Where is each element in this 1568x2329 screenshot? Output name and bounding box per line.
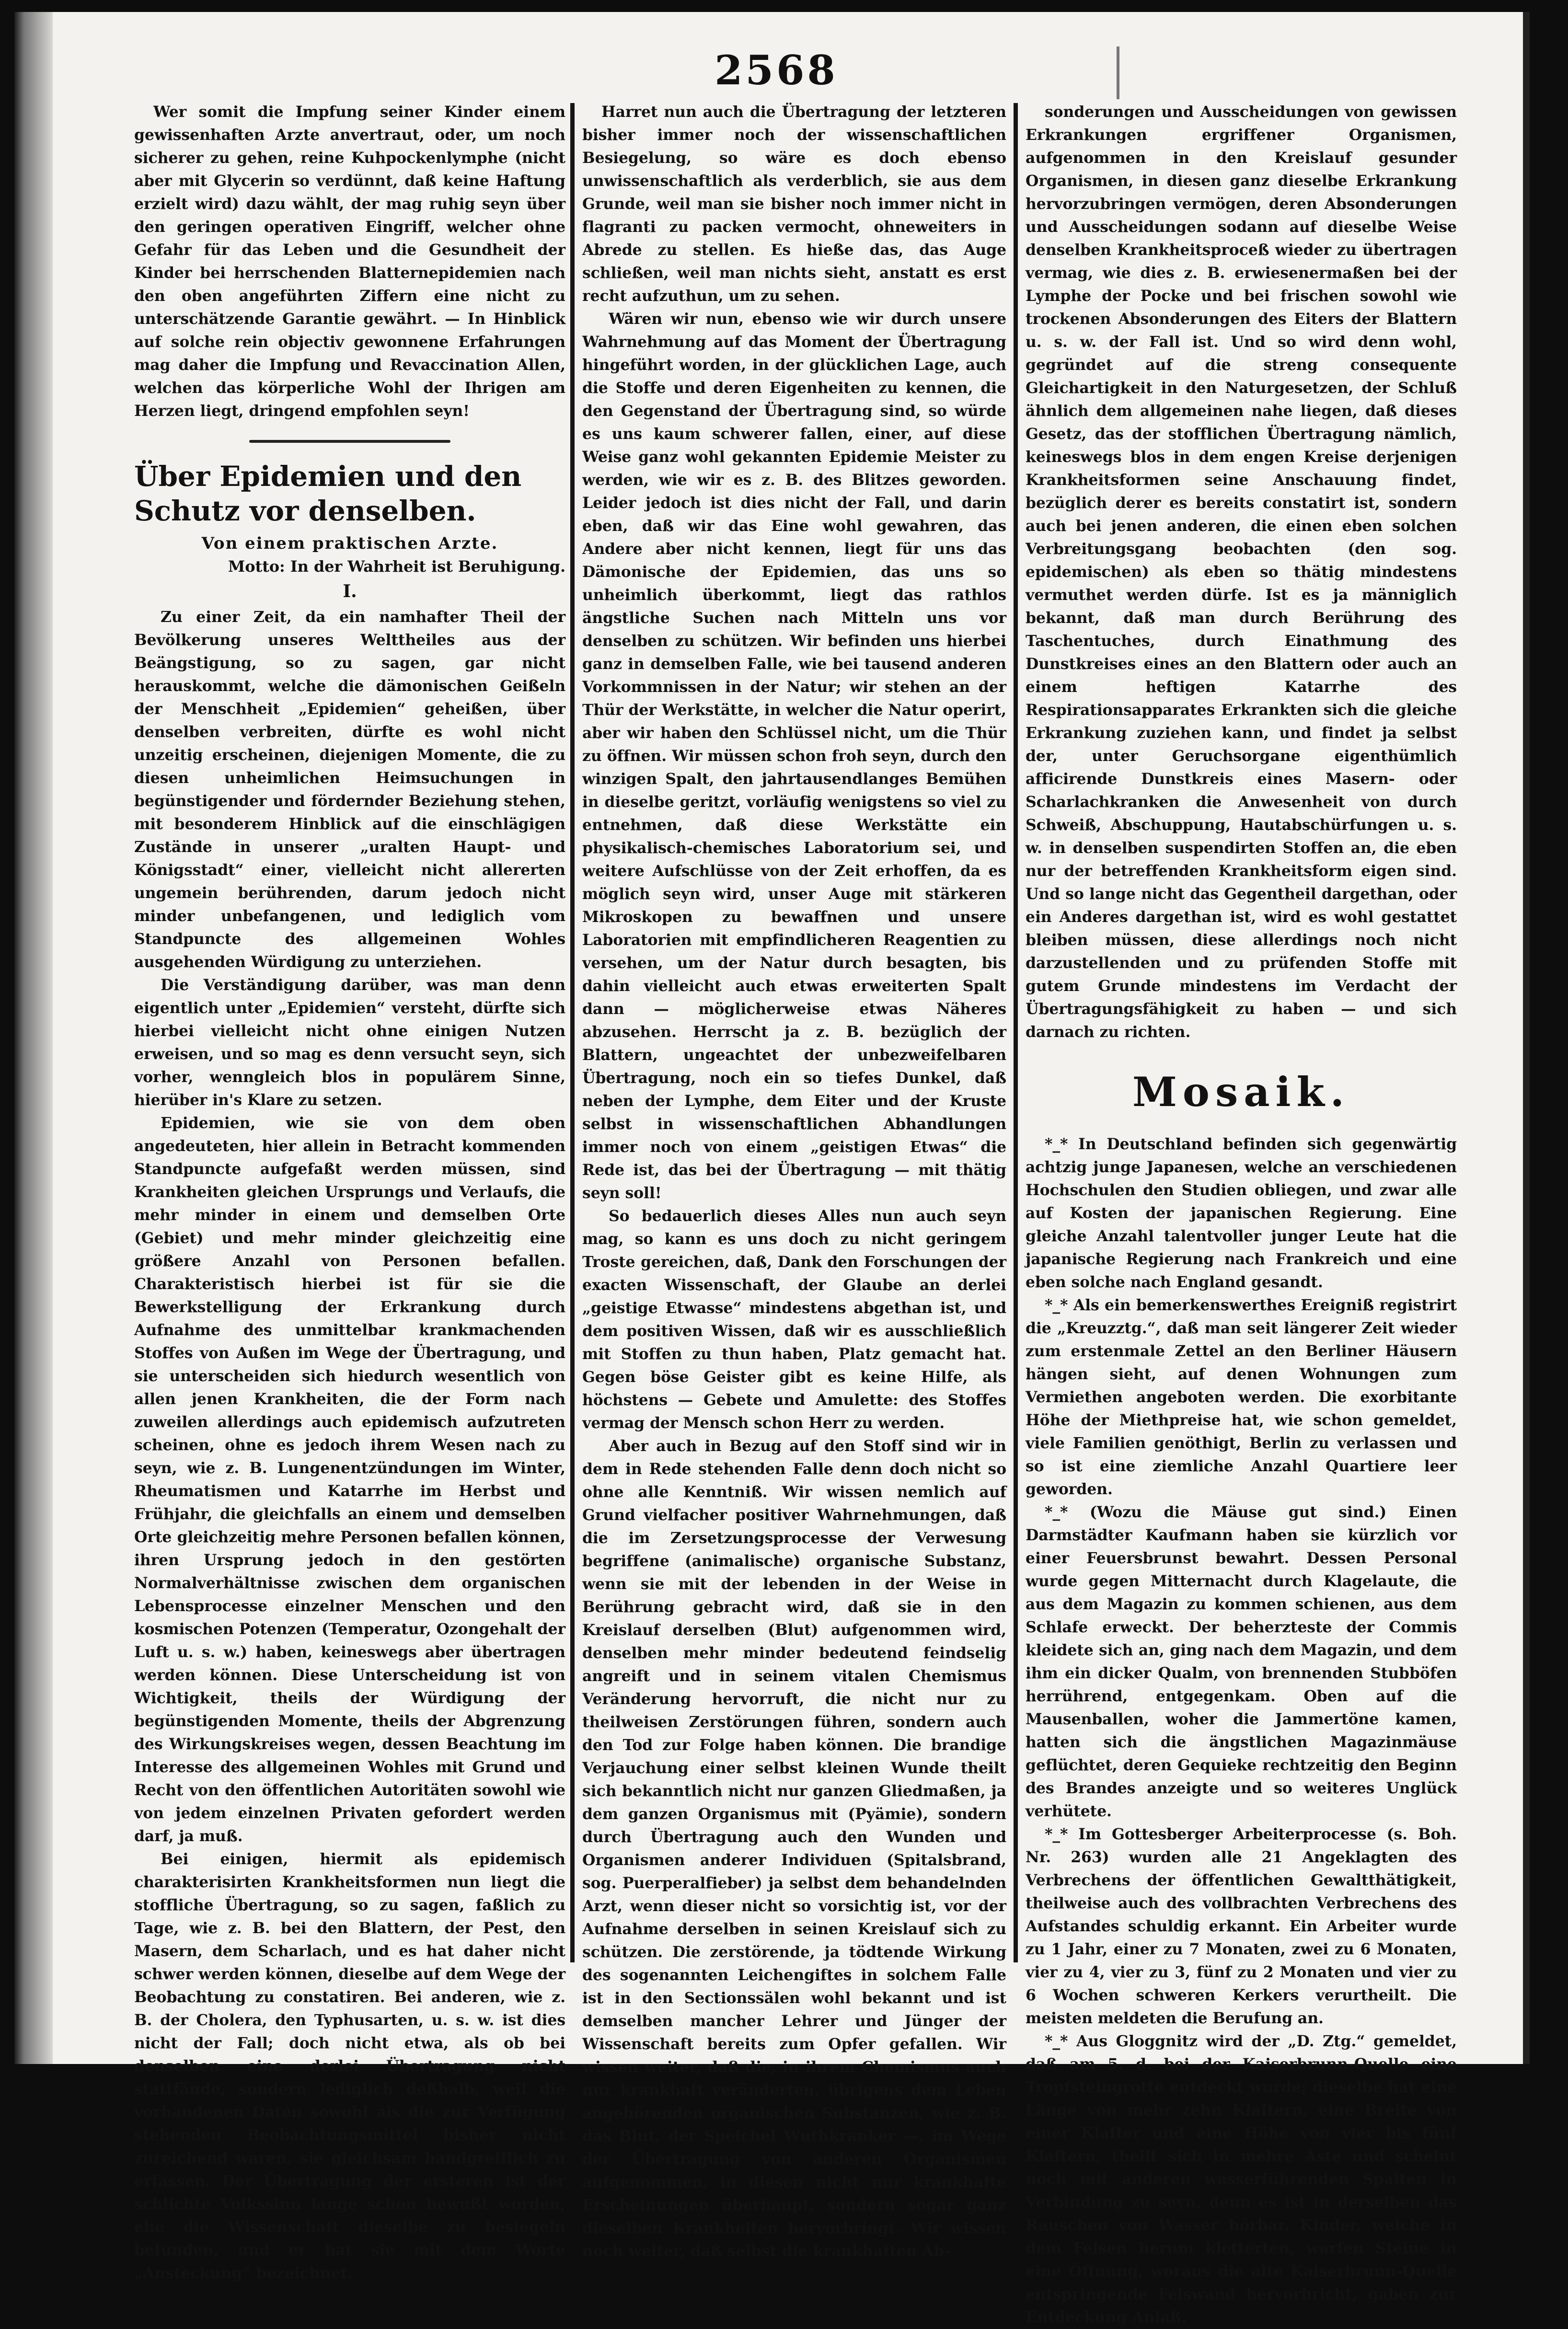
column-left	[134, 101, 565, 2282]
article-paragraph: Aber auch in Bezug auf den Stoff sind wir in dem in Rede stehenden Falle denn doch nicht so ohne alle Kenntniß. Wir wissen nemlich auf Grund vielfacher positiver Wahrnehmungen, daß die im Zersetzungsprocesse der Verwesung begriffene (animalische) organische Substanz, wenn sie mit der lebenden in der Weise in Berührung gebracht wird, daß sie in den Kreislauf derselben (Blut) aufgenommen wird, denselben mehr minder bedeutend feindselig angreift und in seinem vitalen Chemismus Veränderung hervorruft, die nicht nur zu theilweisen Zerstörungen führen, sondern auch den Tod zur Folge haben können. Die brandige Verjauchung einer selbst kleinen Wunde theilt sich bekanntlich nicht nur ganzen Gliedmaßen, ja dem ganzen Organismus mit (Pyämie), sondern durch Übertragung auch den Wunden und Organismen anderer Individuen (Spitalsbrand, sog. Puerperalfieber) ja selbst dem behandelnden Arzt, wenn dieser nicht so vorsichtig ist, vor der Aufnahme derselben in seinen Kreislauf sich zu schützen. Die zerstörende, ja tödtende Wirkung des sogenannten Leichengiftes in solchem Falle ist in den Sectionssälen wohl bekannt und ist demselben mancher Lehrer und Jünger der Wissenschaft bereits zum Opfer gefallen. Wir wissen weiter, daß die, in ihrem Chemismus auch nur krankhaft veränderten, übrigens dem Leben angehörenden organischen Substanzen, wie z. B. das Blut, der Speichel Wuthkranker —, im Wege der Übertragung von anderen Organismen aufgenommen, in diesen nicht nur krankhafte Erscheinungen überhaupt, sondern sogar ganz dieselben Krankheiten hervorbringt. Wir wissen noch weiter, daß selbst die krankhaften Ab-	[582, 1437, 1006, 2260]
article-paragraph: sonderungen und Ausscheidungen von gewissen Erkrankungen ergriffener Organismen, aufgenommen in den Kreislauf gesunder Organismen, in diesen ganz dieselbe Erkrankung hervorzubringen vermögen, deren Absonderungen und Ausscheidungen sodann auf dieselbe Weise denselben Krankheitsproceß wieder zu übertragen vermag, wie dies z. B. erwiesenermaßen bei der Lymphe der Pocke und bei frischen sowohl wie trockenen Absonderungen des Eiters der Blattern u. s. w. der Fall ist. Und so wird denn wohl, gegründet auf die streng consequente Gleichartigkeit in den Naturgesetzen, der Schluß ähnlich dem allgemeinen nahe liegen, daß dieses Gesetz, das der stofflichen Übertragung nämlich, keineswegs blos in dem engen Kreise derjenigen Krankheitsformen seine Anschauung findet, bezüglich derer es bereits constatirt ist, sondern auch bei jenen anderen, die einen eben solchen Verbreitungsgang beobachten (den sog. epidemischen) als eben so thätig mindestens vermuthet werden dürfe. Ist es ja männiglich bekannt, daß man durch Berührung des Taschentuches, durch Einathmung des Dunstkreises eines an den Blattern oder auch an einem heftigen Katarrhe des Respirationsapparates Erkrankten sich die gleiche Erkrankung zuziehen kann, und findet ja selbst der, unter Geruchsorgane eigenthümlich afficirende Dunstkreis eines Masern- oder Scharlachkranken die Anwesenheit von durch Schweiß, Abschuppung, Hautabschürfungen u. s. w. in denselben suspendirten Stoffen an, die eben nur der betreffenden Krankheitsform eigen sind. Und so lange nicht das Gegentheil dargethan, oder ein Anderes dargethan ist, wird es wohl gestattet bleiben müssen, diese allerdings noch nicht darzustellenden und zu prüfenden Stoffe mit gutem Grunde mindestens im Verdacht der Übertragungsfähigkeit zu haben — und sich darnach zu richten.	[1026, 103, 1457, 1041]
article-section-number: I.	[343, 581, 357, 601]
page-number: 2568	[715, 46, 838, 94]
article-paragraph: Bei einigen, hiermit als epidemisch charakterisirten Krankheitsformen nun liegt die stoffliche Übertragung, so zu sagen, faßlich zu Tage, wie z. B. bei den Blattern, der Pest, den Masern, dem Scharlach, und es hat daher nicht schwer werden können, dieselbe auf dem Wege der Beobachtung zu constatiren. Bei anderen, wie z. B. der Cholera, den Typhusarten, u. s. w. ist dies nicht der Fall; doch nicht etwa, als ob bei denselben eine derlei Übertragung nicht stattfände, sondern lediglich deßhalb, weil die vorhandenen Daten sowohl als die zur Verfügung stehenden Beobachtungsmittel bisher nicht zureichend waren, sie gleichsam handgreiflich zu erfassen. Der Übertragung der ersteren ist der schlichte Volkssinn lange schon bewußt worden, ehe die Wissenschaft dieselbe zu besiegeln befunden, und er hat sie mit dem Worte „Ansteckung“ bezeichnet.	[134, 1850, 565, 2282]
article-paragraph: Epidemien, wie sie von dem oben angedeuteten, hier allein in Betracht kommenden Standpuncte aufgefaßt werden müssen, sind Krankheiten gleichen Ursprungs und Verlaufs, die mehr minder in einem und demselben Orte (Gebiet) und mehr minder gleichzeitig eine größere Anzahl von Personen befallen. Charakteristisch hierbei ist für sie die Bewerkstelligung der Erkrankung durch Aufnahme des unmittelbar krankmachenden Stoffes von Außen im Wege der Übertragung, und sie unterscheiden sich hiedurch wesentlich von allen jenen Krankheiten, die der Form nach zuweilen allerdings auch epidemisch aufzutreten scheinen, ohne es jedoch ihrem Wesen nach zu seyn, wie z. B. Lungenentzündungen im Winter, Rheumatismen und Katarrhe im Herbst und Frühjahr, die gleichfalls an einem und demselben Orte gleichzeitig mehre Personen befallen können, ihren Ursprung jedoch in den gestörten Normalverhältnisse zwischen dem organischen Lebensprocesse einzelner Menschen und den kosmischen Potenzen (Temperatur, Ozongehalt der Luft u. s. w.) haben, keineswegs aber übertragen werden können. Diese Unterscheidung ist von Wichtigkeit, theils der Würdigung der begünstigenden Momente, theils der Abgrenzung des Wirkungskreises wegen, dessen Beachtung im Interesse des allgemeinen Wohles mit Grund und Recht von den öffentlichen Autoritäten sowohl wie von jedem einzelnen Privaten gefordert werden darf, ja muß.	[134, 1114, 565, 1845]
column-rule-right	[1014, 103, 1018, 1962]
news-item: *_* (Wozu die Mäuse gut sind.) Einen Darmstädter Kaufmann haben sie kürzlich vor einer Feuersbrunst bewahrt. Dessen Personal wurde gegen Mitternacht durch Klagelaute, die aus dem Magazin zu kommen schienen, aus dem Schlafe erweckt. Der beherzteste der Commis kleidete sich an, ging nach dem Magazin, und dem ihm ein dicker Qualm, von brennenden Stubböfen herrührend, entgegenkam. Oben auf die Mausenballen, woher die Jammertöne kamen, hatten sich die ängstlichen Magazinmäuse geflüchtet, deren Gequieke rechtzeitig den Beginn des Brandes anzeigte und so weiteres Unglück verhütete.	[1026, 1503, 1457, 1820]
article-paragraph: So bedauerlich dieses Alles nun auch seyn mag, so kann es uns doch zu nicht geringem Troste gereichen, daß, Dank den Forschungen der exacten Wissenschaft, der Glaube an derlei „geistige Etwasse“ mindestens abgethan ist, und dem positiven Wissen, daß wir es ausschließlich mit Stoffen zu thun haben, Platz gemacht hat. Gegen böse Geister gibt es keine Hilfe, als höchstens — Gebete und Amulette: des Stoffes vermag der Mensch schon Herr zu werden.	[582, 1207, 1006, 1432]
margin-mark	[1117, 46, 1119, 99]
news-item: *_* Aus Gloggnitz wird der „D. Ztg.“ gemeldet, daß am 5. d. bei der Kaiserbrunn-Quelle eine Tropfsteingrotte entdeckt wurde; dieselbe hat eine Länge von mehr zehn Klaftern, eine Breite von einer Klafter und eine Höhe von vier bis fünf Klaftern, theilt sich in mehre Äste und scheint noch mit anderen wasserführenden Spalten in Verbindung zu seyn, denn es ist in derselben das Rauschen von Wasser hörbar. Kinder, welche in dem Felsen herum kletterten, warfen Steine in eine Öffnung, woraus die alte Kaiserbrunn-Quelle entspringende Felswand hervorbricht, gaben zur Entdeckung Anlaß.	[1026, 2032, 1457, 2326]
newspaper-page	[14, 12, 1530, 2326]
article-title: Über Epidemien und den Schutz vor denselben.	[134, 460, 522, 527]
article-paragraph: Harret nun auch die Übertragung der letzteren bisher immer noch der wissenschaftlichen Besiegelung, so wäre es doch ebenso unwissenschaftlich als verderblich, sie aus dem Grunde, weil man sie bisher noch immer nicht in flagranti zu packen vermocht, ohneweiters in Abrede zu stellen. Es hieße das, das Auge schließen, weil man nichts sieht, anstatt es erst recht aufzuthun, um zu sehen.	[582, 103, 1006, 305]
mosaik-heading: Mosaik.	[1132, 1068, 1350, 1116]
section-divider	[249, 440, 450, 443]
article-motto: Motto: In der Wahrheit ist Beruhigung.	[228, 557, 565, 576]
intro-paragraph: Wer somit die Impfung seiner Kinder einem gewissenhaften Arzte anvertraut, oder, um noch sicherer zu gehen, reine Kuhpockenlymphe (nicht aber mit Glycerin so verdünnt, daß keine Haftung erzielt wird) dazu wählt, der mag ruhig seyn über den geringen operativen Eingriff, welcher ohne Gefahr für das Leben und die Gesundheit der Kinder bei herrschenden Blatternepidemien nach den oben angeführten Ziffern eine nicht zu unterschätzende Garantie gewährt. — In Hinblick auf solche rein objectiv gewonnene Erfahrungen mag daher die Impfung und Revaccination Allen, welchen das körperliche Wohl der Ihrigen am Herzen liegt, dringend empfohlen seyn!	[134, 103, 565, 420]
column-right	[1026, 101, 1457, 2326]
column-rule-left	[570, 103, 575, 1962]
article-byline: Von einem praktischen Arzte.	[201, 534, 498, 553]
article-paragraph: Wären wir nun, ebenso wie wir durch unsere Wahrnehmung auf das Moment der Übertragung hingeführt worden, in der glücklichen Lage, auch die Stoffe und deren Eigenheiten zu kennen, die den Gegenstand der Übertragung sind, so würde es uns kaum schwerer fallen, einer, auf diese Weise ganz wohl gekannten Epidemie Meister zu werden, wie wir es z. B. des Blitzes geworden. Leider jedoch ist dies nicht der Fall, und darin eben, daß wir das Eine wohl gewahren, das Andere aber nicht kennen, liegt für uns das Dämonische der Epidemien, das uns so unheimlich überkommt, liegt das rathlos ängstliche Suchen nach Mitteln uns vor denselben zu schützen. Wir befinden uns hierbei ganz in demselben Falle, wie bei tausend anderen Vorkommnissen in der Natur; wir stehen an der Thür der Werkstätte, in welcher die Natur operirt, aber wir haben den Schlüssel nicht, um die Thür zu öffnen. Wir müssen schon froh seyn, durch den winzigen Spalt, den jahrtausendlanges Bemühen in dieselbe geritzt, vorläufig wenigstens so viel zu entnehmen, daß diese Werkstätte ein physikalisch-chemisches Laboratorium sei, und weitere Aufschlüsse von der Zeit erhoffen, da es möglich seyn wird, unser Auge mit stärkeren Mikroskopen zu bewaffnen und unsere Laboratorien mit empfindlicheren Reagentien zu versehen, um der Natur durch besagten, bis dahin vielleicht auch etwas erweiterten Spalt dann — möglicherweise etwas Näheres abzusehen. Herrscht ja z. B. bezüglich der Blattern, ungeachtet der unbezweifelbaren Übertragung, noch ein so tiefes Dunkel, daß neben der Lymphe, dem Eiter und der Kruste selbst in wissenschaftlichen Abhandlungen immer noch von einem „geistigen Etwas“ die Rede ist, das bei der Übertragung — mit thätig seyn soll!	[582, 310, 1006, 1202]
column-middle	[582, 101, 1006, 2260]
news-item: *_* Im Gottesberger Arbeiterprocesse (s. Boh. Nr. 263) wurden alle 21 Angeklagten des Verbrechens der öffentlichen Gewaltthätigkeit, theilweise auch des vollbrachten Verbrechens des Aufstandes schuldig erkannt. Ein Arbeiter wurde zu 1 Jahr, einer zu 7 Monaten, zwei zu 6 Monaten, vier zu 4, vier zu 3, fünf zu 2 Monaten und vier zu 6 Wochen schweren Kerkers verurtheilt. Die meisten meldeten die Berufung an.	[1026, 1825, 1457, 2027]
article-paragraph: Zu einer Zeit, da ein namhafter Theil der Bevölkerung unseres Welttheiles aus der Beängstigung, so zu sagen, gar nicht herauskommt, welche die dämonischen Geißeln der Menschheit „Epidemien“ geheißen, über denselben verbreiten, dürfte es wohl nicht unzeitig erscheinen, diejenigen Momente, die zu diesen unheimlichen Heimsuchungen in begünstigender und fördernder Beziehung stehen, mit besonderem Hinblick auf die einschlägigen Zustände in unserer „uralten Haupt- und Königsstadt“ einer, vielleicht nicht allererten ungemein berührenden, darum jedoch nicht minder unbefangenen, und lediglich vom Standpuncte des allgemeinen Wohles ausgehenden Würdigung zu unterziehen.	[134, 608, 565, 971]
news-item: *_* Als ein bemerkenswerthes Ereigniß registrirt die „Kreuzztg.“, daß man seit längerer Zeit wieder zum erstenmale Zettel an den Berliner Häusern hängen sieht, auf denen Wohnungen zum Vermiethen angeboten werden. Die exorbitante Höhe der Miethpreise hat, wie schon gemeldet, viele Familien genöthigt, Berlin zu verlassen und so ist eine ziemliche Anzahl Quartiere leer geworden.	[1026, 1296, 1457, 1498]
article-paragraph: Die Verständigung darüber, was man denn eigentlich unter „Epidemien“ versteht, dürfte sich hierbei vielleicht nicht ohne einigen Nutzen erweisen, und so mag es denn versucht seyn, sich vorher, wenngleich blos in populärem Sinne, hierüber in's Klare zu setzen.	[134, 976, 565, 1109]
news-item: *_* In Deutschland befinden sich gegenwärtig achtzig junge Japanesen, welche an verschiedenen Hochschulen den Studien obliegen, und zwar alle auf Kosten der japanischen Regierung. Eine gleiche Anzahl talentvoller junger Leute hat die japanische Regierung nach Frankreich und eine eben solche nach England gesandt.	[1026, 1135, 1457, 1291]
